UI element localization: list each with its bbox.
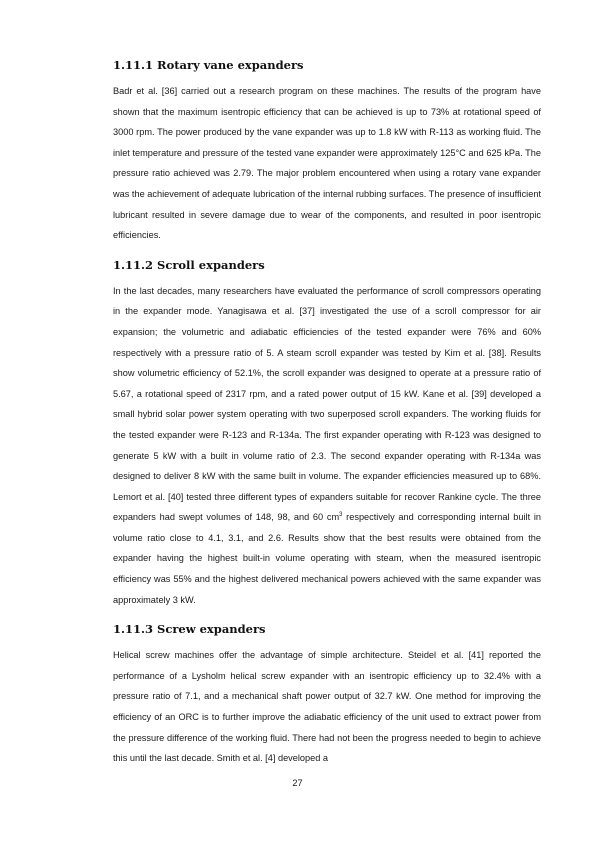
paragraph-text-part2: respectively and corresponding internal built in volume ratio close to 4.1, 3.1, and 2.6. Results show that the best results were obtained from the expander having the highest built-in volume operating with steam, when the measured isentropic efficiency was 55% and the highest delivered mechanical powers achieved with the same expander was approximately 3 kW.	[113, 512, 542, 605]
document-page	[113, 52, 541, 769]
paragraph-rotary-vane-expanders: Badr et al. [36] carried out a research program on these machines. The results of the program have shown that the maximum isentropic efficiency that can be achieved is up to 73% at rotational speed of 3000 rpm. The power produced by the vane expander was up to 1.8 kW with R-113 as working fluid. The inlet temperature and pressure of the tested vane expander were approximately 125°C and 625 kPa. The pressure ratio achieved was 2.79. The major problem encountered when using a rotary vane expander was the achievement of adequate lubrication of the internal rubbing surfaces. The presence of insufficient lubricant resulted in severe damage due to wear of the components, and resulted in poor isentropic efficiencies.	[113, 86, 541, 241]
superscript-cubic: 3	[339, 512, 343, 519]
page-number: 27	[292, 778, 303, 788]
section-heading-scroll-expanders: 1.11.2 Scroll expanders	[113, 257, 265, 272]
paragraph-screw-expanders: Helical screw machines offer the advantage of simple architecture. Steidel et al. [41] reported the performance of a Lysholm helical screw expander with an isentropic efficiency up to 32.4% with a pressure ratio of 7.1, and a mechanical shaft power output of 32.7 kW. One method for improving the efficiency of an ORC is to further improve the adiabatic efficiency of the unit used to extract power from the pressure difference of the working fluid. There had not been the progress needed to begin to achieve this until the last decade. Smith et al. [4] developed a	[113, 650, 541, 764]
paragraph-scroll-expanders	[113, 281, 541, 611]
section-heading-rotary-vane-expanders: 1.11.1 Rotary vane expanders	[113, 58, 304, 72]
section-heading-screw-expanders: 1.11.3 Screw expanders	[113, 622, 266, 637]
paragraph-text-part1: In the last decades, many researchers have evaluated the performance of scroll compressors operating in the expander mode. Yanagisawa et al. [37] investigated the use of a scroll compressor for air expansion; the volumetric and adiabatic efficiencies of the tested expander were 76% and 60% respectively with a pressure ratio of 5. A steam scroll expander was tested by Kim et al. [38]. Results show volumetric efficiency of 52.1%, the scroll expander was designed to operate at a pressure ratio of 5.67, a rotational speed of 2317 rpm, and a rated power output of 15 kW. Kane et al. [39] developed a small hybrid solar power system operating with two superposed scroll expanders. The working fluids for the tested expander were R-123 and R-134a. The first expander operating with R-123 was designed to generate 5 kW with a built in volume ratio of 2.3. The second expander operating with R-134a was designed to deliver 8 kW with the same built in volume. The expander efficiencies measured up to 68%. Lemort et al. [40] tested three different types of expanders suitable for recover Rankine cycle. The three expanders had swept volumes of 148, 98, and 60 cm	[113, 285, 541, 523]
